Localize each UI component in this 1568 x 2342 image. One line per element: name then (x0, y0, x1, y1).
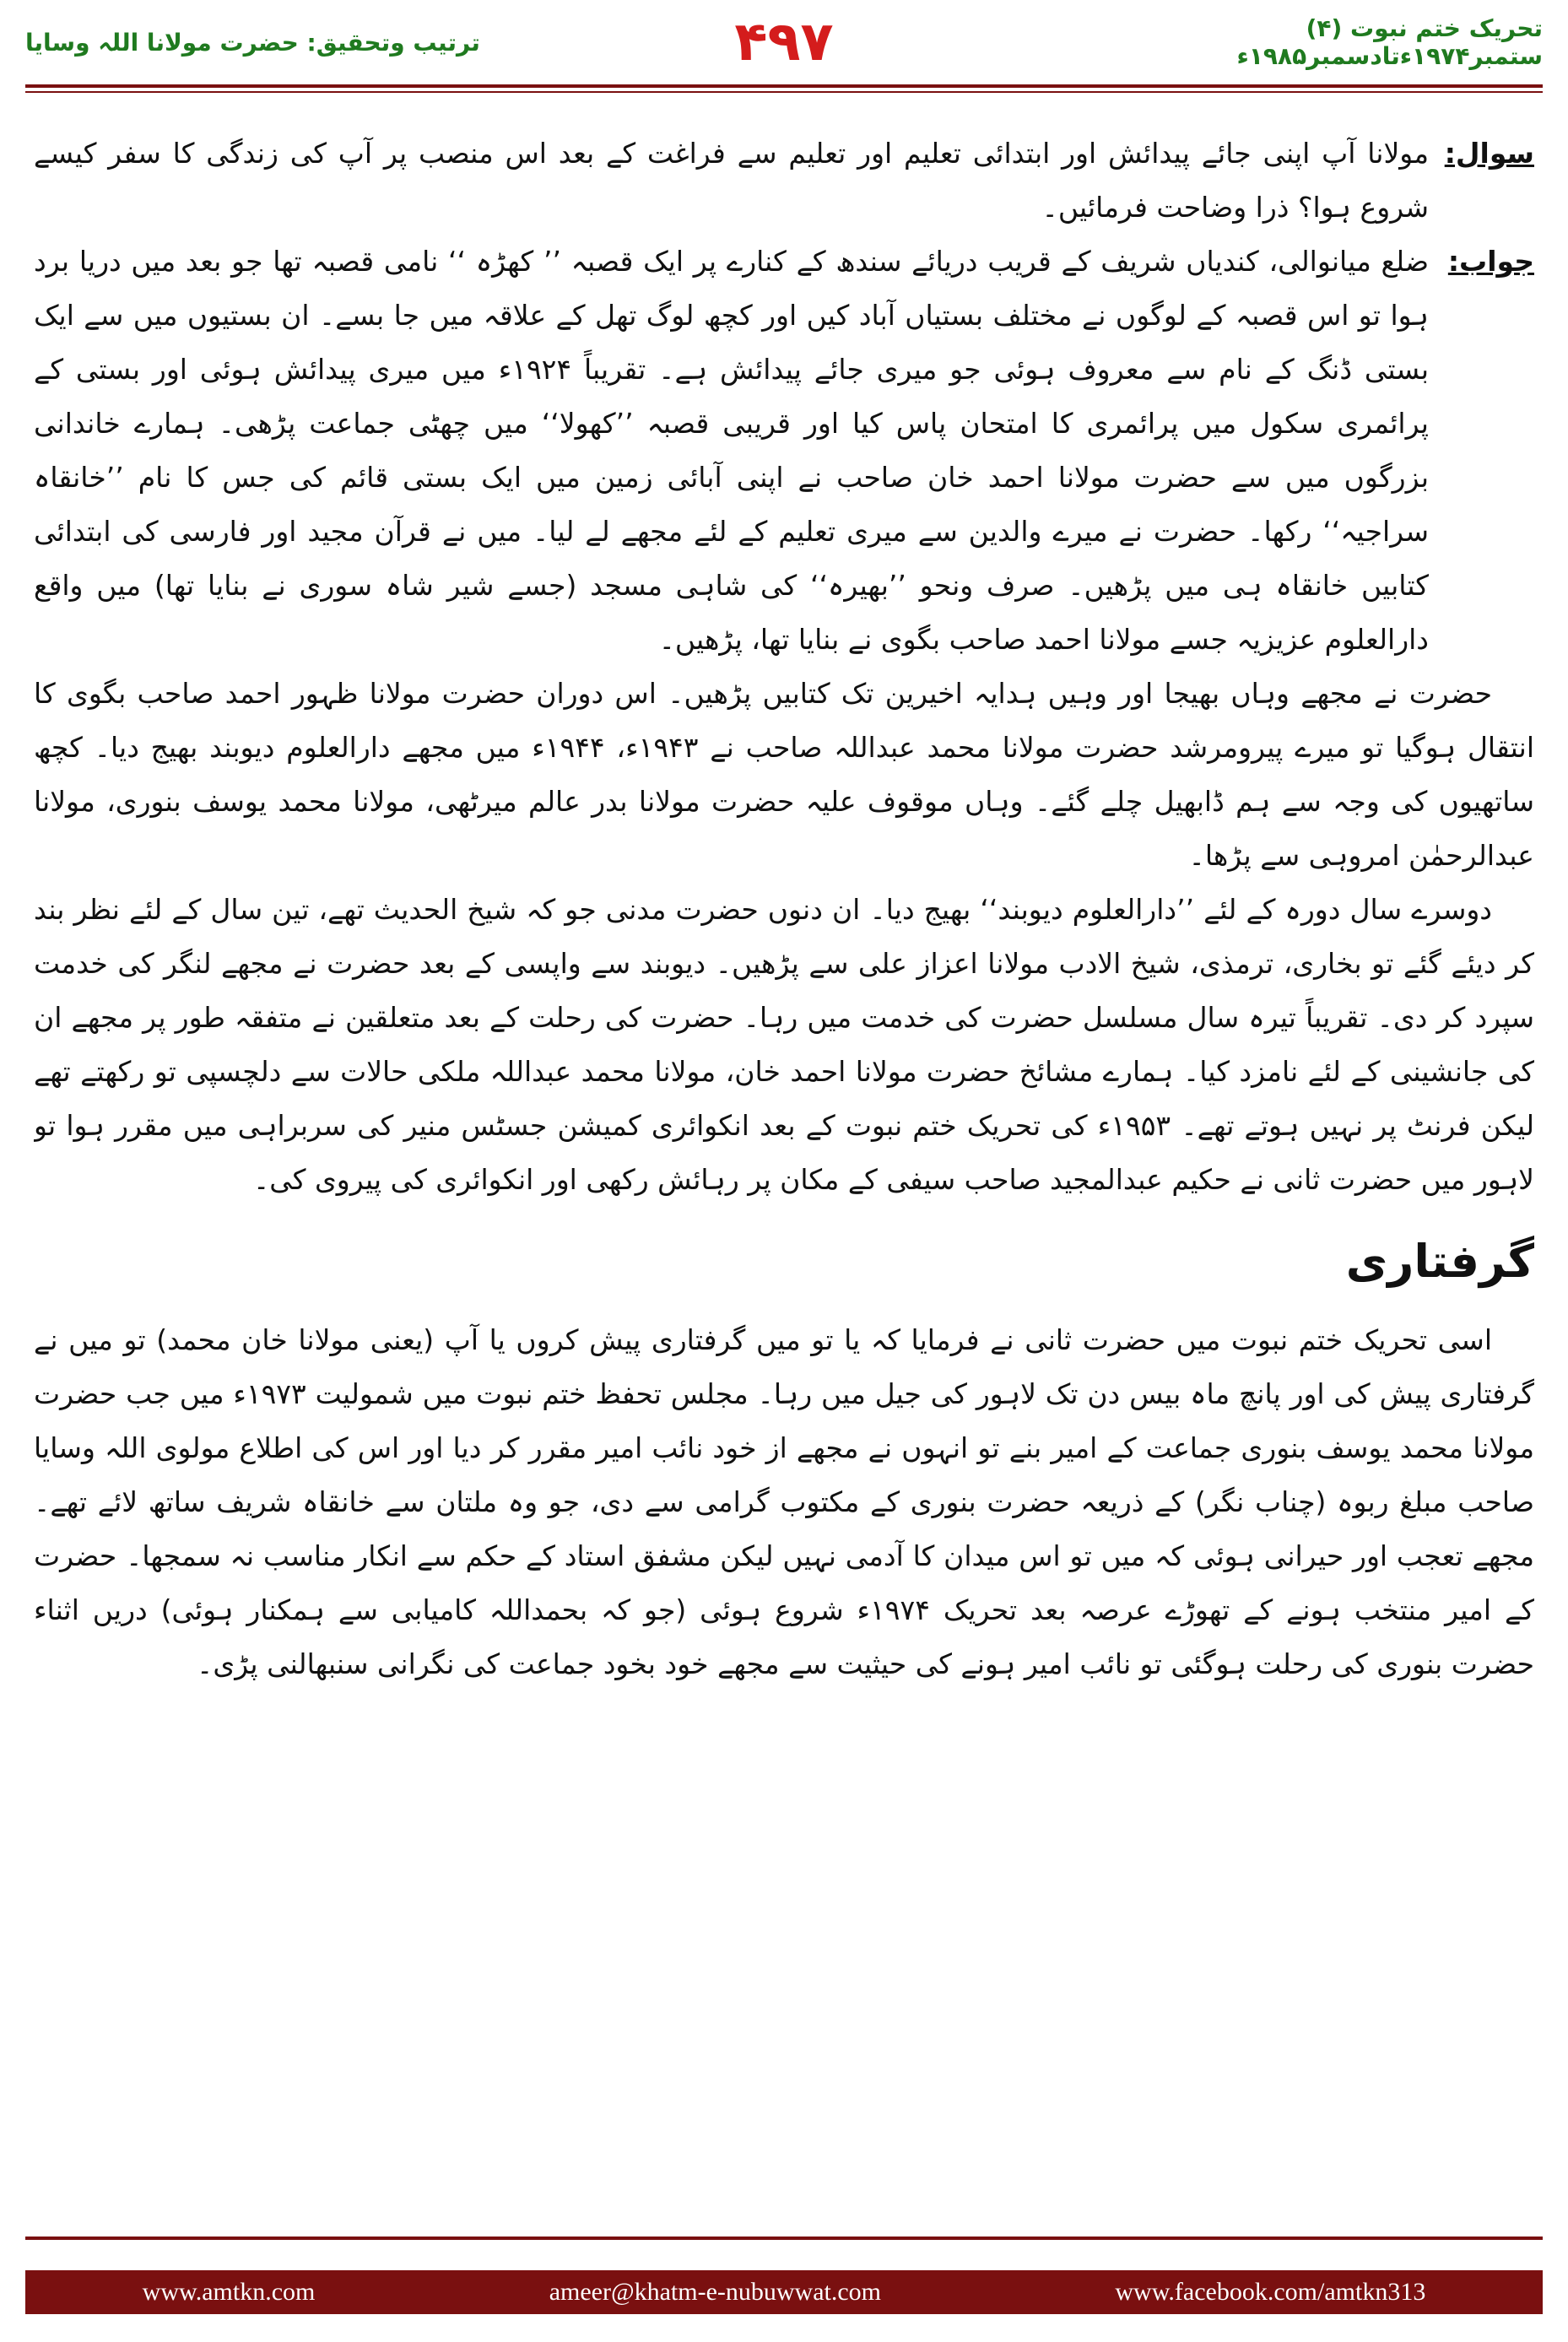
paragraph: دوسرے سال دورہ کے لئے ’’دارالعلوم دیوبند‘‘ بھیج دیا۔ ان دنوں حضرت مدنی جو کہ شیخ الحدیث تھے، تین سال کے لئے نظر بند کر دیئے گئے تو بخاری، ترمذی، شیخ الادب مولانا اعزاز علی سے پڑھیں۔ دیوبند سے واپسی کے بعد حضرت نے مجھے لنگر کی خدمت سپرد کر دی۔ تقریباً تیرہ سال مسلسل حضرت کی خدمت میں رہا۔ حضرت کی رحلت کے بعد متعلقین نے متفقہ طور پر مجھے ان کی جانشینی کے لئے نامزد کیا۔ ہمارے مشائخ حضرت مولانا احمد خان، مولانا محمد عبداللہ ملکی حالات سے دلچسپی تو رکھتے تھے لیکن فرنٹ پر نہیں ہوتے تھے۔ ۱۹۵۳ء کی تحریک ختم نبوت کے بعد انکوائری کمیشن جسٹس منیر کی سربراہی میں مقرر ہوا تو لاہور میں حضرت ثانی نے حکیم عبدالمجید صاحب سیفی کے مکان پر رہائش رکھی اور انکوائری کی پیروی کی۔ (34, 893, 1534, 1196)
header-rule-thin (25, 91, 1543, 93)
answer-label: جواب: (1447, 245, 1534, 278)
paragraph: حضرت نے مجھے وہاں بھیجا اور وہیں ہدایہ اخیرین تک کتابیں پڑھیں۔ اس دوران حضرت مولانا ظہور احمد صاحب بگوی کا انتقال ہوگیا تو میرے پیرومرشد حضرت مولانا محمد عبداللہ صاحب نے ۱۹۴۳ء، ۱۹۴۴ء میں مجھے دارالعلوم دیوبند بھیج دیا۔ کچھ ساتھیوں کی وجہ سے ہم ڈابھیل چلے گئے۔ وہاں موقوف علیہ حضرت مولانا بدر عالم میرٹھی، مولانا محمد یوسف بنوری، مولانا عبدالرحمٰن امروہی سے پڑھا۔ (34, 677, 1534, 872)
footer-website-link[interactable]: www.amtkn.com (142, 2278, 316, 2306)
footer-facebook-link[interactable]: www.facebook.com/amtkn313 (1115, 2278, 1426, 2306)
answer-block (34, 235, 1534, 667)
answer-text: ضلع میانوالی، کندیاں شریف کے قریب دریائے سندھ کے کنارے پر ایک قصبہ ’’ کھڑہ ‘‘ نامی قصبہ تھا جو بعد میں دریا برد ہوا تو اس قصبہ کے لوگوں نے مختلف بستیاں آباد کیں اور کچھ لوگ تھل کے علاقہ میں جا بسے۔ ان بستیوں میں سے ایک بستی ڈنگ کے نام سے معروف ہوئی جو میری جائے پیدائش ہے۔ تقریباً ۱۹۲۴ء میں میری پیدائش ہوئی اور بستی کے پرائمری سکول میں پرائمری کا امتحان پاس کیا اور قریبی قصبہ ’’کھولا‘‘ میں چھٹی جماعت پڑھی۔ ہمارے خاندانی بزرگوں میں سے حضرت مولانا احمد خان صاحب نے اپنی آبائی زمین میں ایک بستی قائم کی جس کا نام ’’خانقاہ سراجیہ‘‘ رکھا۔ حضرت نے میرے والدین سے میری تعلیم کے لئے مجھے لے لیا۔ میں نے قرآن مجید اور فارسی کی ابتدائی کتابیں خانقاہ ہی میں پڑھیں۔ صرف ونحو ’’بھیرہ‘‘ کی شاہی مسجد (جسے شیر شاہ سوری نے بنایا تھا) میں واقع دارالعلوم عزیزیہ جسے مولانا احمد صاحب بگوی نے بنایا تھا، پڑھیں۔ (34, 245, 1430, 656)
header-book-title: تحریک ختم نبوت (۴) ستمبر۱۹۷۴ءتادسمبر۱۹۸۵ء (1236, 14, 1543, 70)
page-footer (25, 2270, 1543, 2314)
page-header (25, 8, 1543, 76)
section-heading: گرفتاری (1345, 1235, 1534, 1288)
header-rule (25, 84, 1543, 88)
section-paragraph: اسی تحریک ختم نبوت میں حضرت ثانی نے فرمایا کہ یا تو میں گرفتاری پیش کروں یا آپ (یعنی مولانا خان محمد) تو میں نے گرفتاری پیش کی اور پانچ ماہ بیس دن تک لاہور کی جیل میں رہا۔ مجلس تحفظ ختم نبوت میں شمولیت ۱۹۷۳ء میں جب حضرت مولانا محمد یوسف بنوری جماعت کے امیر بنے تو انہوں نے مجھے از خود نائب امیر مقرر کر دیا اور اس کی اطلاع مولوی اللہ وسایا صاحب مبلغ ربوہ (چناب نگر) کے ذریعہ حضرت بنوری کے مکتوب گرامی سے دی، جو وہ ملتان سے خانقاہ شریف ساتھ لائے تھے۔ مجھے تعجب اور حیرانی ہوئی کہ میں تو اس میدان کا آدمی نہیں لیکن مشفق استاد کے حکم سے انکار مناسب نہ سمجھا۔ حضرت کے امیر منتخب ہونے کے تھوڑے عرصہ بعد تحریک ۱۹۷۴ء شروع ہوئی (جو کہ بحمداللہ کامیابی سے ہمکنار ہوئی) دریں اثناء حضرت بنوری کی رحلت ہوگئی تو نائب امیر ہونے کی حیثیت سے مجھے خود بخود جماعت کی نگرانی سنبھالنی پڑی۔ (34, 1323, 1534, 1680)
footer-rule (25, 2237, 1543, 2240)
header-compiler: ترتیب وتحقیق: حضرت مولانا اللہ وسایا (25, 28, 480, 57)
footer-email-link[interactable]: ameer@khatm-e-nubuwwat.com (549, 2278, 882, 2306)
question-text: مولانا آپ اپنی جائے پیدائش اور ابتدائی تعلیم اور تعلیم سے فراغت کے بعد اس منصب پر آپ کی زندگی کا سفر کیسے شروع ہوا؟ ذرا وضاحت فرمائیں۔ (34, 137, 1429, 224)
page-content (34, 127, 1534, 2211)
question-label: سوال: (1444, 137, 1534, 170)
question-block (34, 127, 1534, 235)
page-number: ۴۹۷ (734, 11, 834, 73)
